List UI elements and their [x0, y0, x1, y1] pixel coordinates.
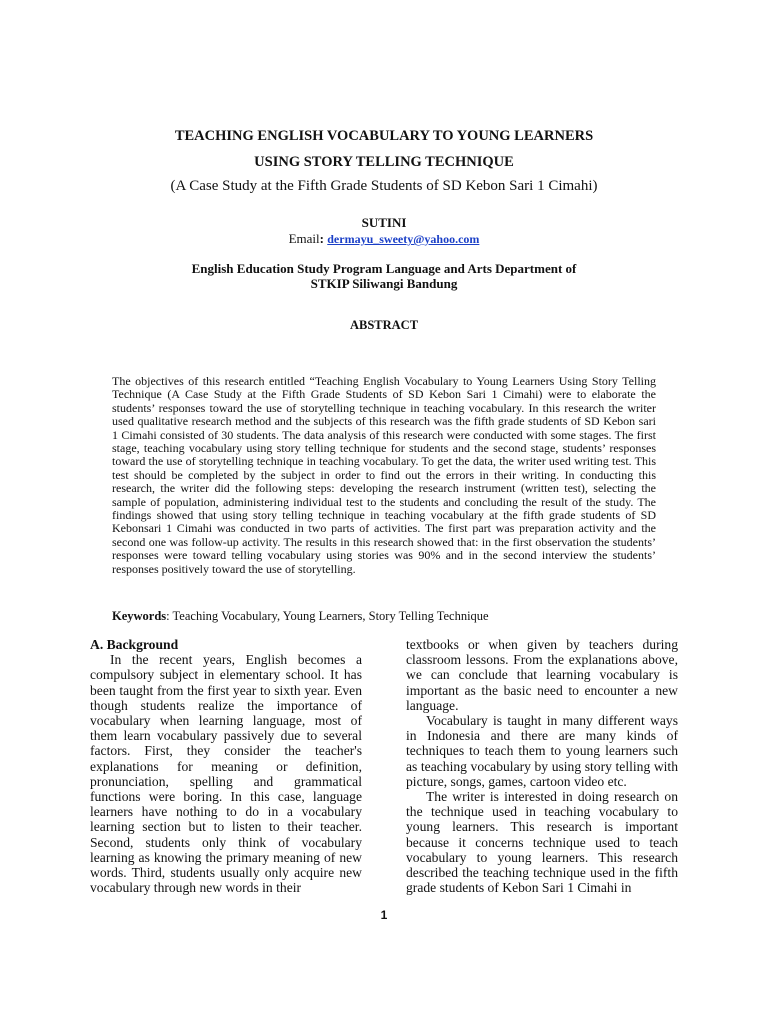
section-heading-background: A. Background: [90, 637, 179, 652]
right-column-paragraph-1: textbooks or when given by teachers during classroom lessons. From the explanations above, we can conclude that learning vocabulary is important as the basic need to encounter a new language.: [406, 637, 678, 713]
right-column-paragraph-3: The writer is interested in doing research on the technique used in teaching vocabulary to young learners. This research is important because it concerns technique used to teach vocabulary to young learners. This research described the teaching technique used in the fifth grade students of Kebon Sari 1 Cimahi in: [406, 789, 678, 896]
email-label: Email: [288, 231, 320, 246]
abstract-body: The objectives of this research entitled “Teaching English Vocabulary to Young Learners Using Story Telling Technique (A Case Study at the Fifth Grade Students of SD Kebon Sari 1 Cimahi) were to elaborate the students’ responses toward the use of storytelling technique in teaching vocabulary. In this research the writer used qualitative research method and the subjects of this research was the fifth grade students of SD Kebon sari 1 Cimahi consisted of 30 students. The data analysis of this research were conducted with some stages. The first stage, teaching vocabulary using story telling technique for students and the second stage, students’ responses toward the use of storytelling technique in teaching vocabulary. To get the data, the writer used writing test. This test should be completed by the subject in order to find out the errors in their writing. In conducting this research, the writer did the following steps: developing the research instrument (written test), selecting the sample of population, administering individual test to the students and concluding the result of the study. The findings showed that using story telling technique in teaching vocabulary at the fifth grade students of SD Kebonsari 1 Cimahi was conducted in two parts of activities. The first part was preparation activity and the second one was follow-up activity. The results in this research showed that: in the first observation the students’ responses were toward telling vocabulary using stories was 90% and in the second interview the students’ responses positively toward the use of storytelling.: [112, 374, 656, 576]
keywords-text: : Teaching Vocabulary, Young Learners, Story Telling Technique: [166, 609, 489, 623]
email-link[interactable]: dermayu_sweety@yahoo.com: [327, 232, 480, 246]
paper-title-line-1: TEACHING ENGLISH VOCABULARY TO YOUNG LEARNERS: [174, 128, 594, 144]
affiliation-line-2: STKIP Siliwangi Bandung: [310, 276, 458, 291]
right-column-paragraph-2: Vocabulary is taught in many different ways in Indonesia and there are many kinds of techniques to teach them to young learners such as teaching vocabulary by using story telling with picture, songs, games, cartoon video etc.: [406, 713, 678, 789]
keywords-line: [112, 609, 489, 624]
keywords-label: Keywords: [112, 609, 167, 623]
affiliation-line-1: English Education Study Program Language and Arts Department of: [191, 261, 577, 276]
left-column: [90, 637, 362, 895]
email-colon: :: [319, 231, 324, 246]
right-column: [406, 637, 678, 895]
author-name: SUTINI: [361, 215, 407, 230]
abstract-heading: ABSTRACT: [349, 318, 419, 332]
paper-title-line-2: USING STORY TELLING TECHNIQUE: [254, 154, 514, 170]
left-column-paragraph: In the recent years, English becomes a compulsory subject in elementary school. It has been taught from the first year to sixth year. Even though students realize the importance of vocabulary when learning language, most of them learn vocabulary passively due to several factors. First, they consider the teacher's explanations for meaning or definition, pronunciation, spelling and grammatical functions were boring. In this case, language learners have nothing to do in a vocabulary learning section but to listen to their teacher. Second, students only think of vocabulary learning as knowing the primary meaning of new words. Third, students usually only acquire new vocabulary through new words in their: [90, 652, 362, 896]
author-email-line: [0, 231, 768, 247]
page-number: 1: [380, 908, 388, 922]
paper-subtitle: (A Case Study at the Fifth Grade Students of SD Kebon Sari 1 Cimahi): [170, 178, 598, 194]
